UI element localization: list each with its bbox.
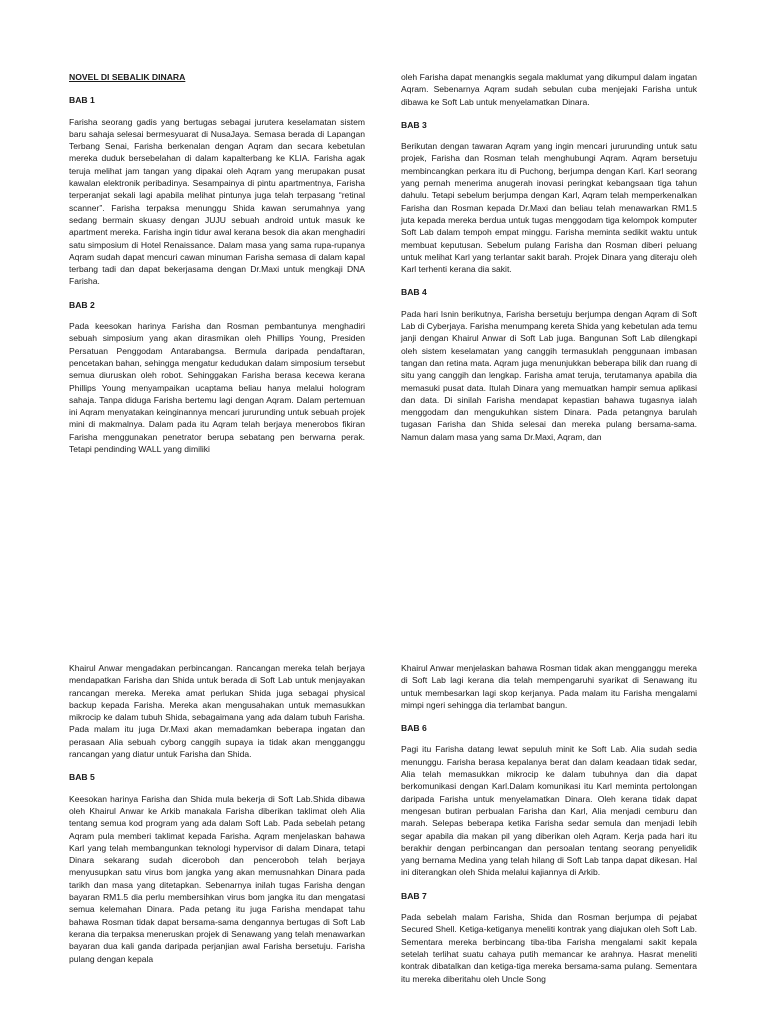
column-right [401,662,697,996]
novel-title: NOVEL DI SEBALIK DINARA [69,72,186,82]
chapter-heading-bab-1: BAB 1 [69,95,95,106]
chapter-heading-bab-5: BAB 5 [69,772,95,783]
chapter-heading-bab-2: BAB 2 [69,299,95,310]
continued-text: Khairul Anwar menjelaskan bahawa Rosman tidak akan mengganggu mereka di Soft Lab lagi kerana dia telah mempengaruhi syarikat di Senawang itu untuk membesarkan lagi skop kerjanya. Pada malam itu Farisha mengalami mimpi ngeri sehingga dia terlambat bangun. [401,663,697,710]
continued-text: oleh Farisha dapat menangkis segala maklumat yang dikumpul dalam ingatan Aqram. Sebenarnya Aqram sudah sebulan cuba menjejaki Farisha untuk dibawa ke Soft Lab untuk menyelamatkan Dinara. [401,72,697,107]
chapter-text-bab-3: Berikutan dengan tawaran Aqram yang ingin mencari jururunding untuk satu projek, Farisha dan Rosman telah menghubungi Aqram. Aqram bersetuju membincangkan perkara itu di Puchong, berjumpa dengan Karl. Karl seorang yang pernah menerima anugerah inovasi peringkat kebangsaan tiga tahun dahulu. Tetapi sebelum berjumpa dengan Karl, Aqram telah memperkenalkan Farisha dan Rosman kepada Dr.Maxi dan beliau telah menawarkan RM1.5 juta kepada mereka berdua untuk tugas menggodam tiga kelompok komputer Soft Lab dalam tempoh empat minggu. Farisha meminta sedikit waktu untuk membuat keputusan. Sebelum pulang Farisha dan Rosman diberi peluang untuk melihat Karl yang terlantar sakit barah. Projek Dinara yang diteraju oleh Karl terhenti kerana dia sakit. [401,141,697,275]
chapter-text-bab-1: Farisha seorang gadis yang bertugas sebagai jurutera keselamatan sistem baru sahaja selesai bermesyuarat di NusaJaya. Semasa berada di Lapangan Terbang Senai, Farisha berkenalan dengan Aqram dan secara kebetulan mereka duduk bersebelahan di dalam kapalterbang ke KLIA. Farisha agak teruja melihat jam tangan yang dipakai oleh Aqram yang merupakan pusat kawalan elektronik peribadinya. Sesampainya di pintu apartmentnya, Farisha terperanjat sekali lagi apabila melihat pintunya juga telah terpasang “retinal scanner”. Farisha terpaksa menunggu Shida kawan serumahnya yang sedang bermain skuasy dengan JUJU sebuah android untuk masuk ke apartment mereka. Farisha ingin tidur awal kerana besok dia akan menghadiri satu simposium di Hotel Renaissance. Dalam masa yang sama rupa-rupanya Aqram sudah dapat mencuri cawan minuman Farisha semasa di dalam kapal terbang tadi dan dapat bekerjasama dengan Dr.Maxi untuk mengkaji DNA Farisha. [69,116,365,287]
chapter-heading-bab-4: BAB 4 [401,287,427,298]
page-lower [0,648,768,1024]
column-right [401,71,697,454]
chapter-text-bab-4: Pada hari Isnin berikutnya, Farisha bersetuju berjumpa dengan Aqram di Soft Lab di Cyberjaya. Farisha menumpang kereta Shida yang kebetulan ada temu janji dengan Khairul Anwar di Soft Lab juga. Bangunan Soft Lab dilengkapi oleh sistem keselamatan yang canggih termasuklah penggunaan imbasan tangan dan retina mata. Aqram juga menunjukkan beberapa bilik dan ruang di situ yang canggih dan lengkap. Farisha amat teruja, terutamanya apabila dia memasuki pusat data. Itulah Dinara yang memuatkan hampir semua aplikasi dan data. Di sinilah Farisha mendapat kepastian bahawa tugasnya ialah menggodam dan mengukuhkan sistem Dinara. Pada petangnya barulah tugasan Farisha dan Shida selesai dan mereka pulang bersama-sama. Namun dalam masa yang sama Dr.Maxi, Aqram, dan [401,308,697,442]
column-left [69,662,365,976]
page-separator [0,560,768,644]
chapter-text-bab-2: Pada keesokan harinya Farisha dan Rosman pembantunya menghadiri sebuah simposium yang akan dirasmikan oleh Phillips Young, Presiden Persatuan Penggodam Antarabangsa. Bermula daripada pendaftaran, pencetakan bahan, sehingga mengatur kedudukan dalam simposium tersebut semua diuruskan oleh robot. Sehinggakan Farisha berasa kecewa kerana Phillips Young menyampaikan ucaptama beliau hanya melalui hologram sahaja. Tanpa diduga Farisha bertemu lagi dengan Aqram. Dalam pertemuan ini Aqram menyatakan keinginannya mencari jururunding untuk sebuah projek mini di makmalnya. Dalam pada itu Aqram telah berjaya menerobos fikiran Farisha menggunakan penetrator berupa sebatang pen berwarna perak. Tetapi pendinding WALL yang dimiliki [69,321,365,455]
column-left [69,71,365,466]
continued-text: Khairul Anwar mengadakan perbincangan. Rancangan mereka telah berjaya mendapatkan Farisha dan Shida untuk berada di Soft Lab untuk menjayakan rancangan mereka. Mereka amat perlukan Shida juga sebagai physical backup kepada Farisha. Mereka akan mengusahakan untuk memasukkan mikrocip ke dalam tubuh Shida, sebagaimana yang ada dalam tubuh Farisha. Pada malam itu juga Dr.Maxi akan memadamkan beberapa ingatan dan perasaan Alia sebuah cyborg canggih supaya ia tidak akan mengganggu rancangan yang diatur untuk Farisha dan Shida. [69,663,365,760]
chapter-text-bab-7: Pada sebelah malam Farisha, Shida dan Rosman berjumpa di pejabat Secured Shell. Ketiga-ketiganya meneliti kontrak yang diajukan oleh Soft Lab. Sementara mereka berbincang tiba-tiba Farisha mengalami sakit kepala setelah terlihat suatu cahaya putih memancar ke arahnya. Hasrat meneliti kontrak dibatalkan dan ketiga-tiga mereka bersama-sama pulang. Sementara itu mereka diberitahu oleh Uncle Song [401,912,697,984]
chapter-heading-bab-7: BAB 7 [401,890,427,901]
chapter-text-bab-5: Keesokan harinya Farisha dan Shida mula bekerja di Soft Lab.Shida dibawa oleh Khairul Anwar ke Arkib manakala Farisha diberikan taklimat oleh Alia tentang semua kod program yang ada dalam Soft Lab. Pada sebelah petang Aqram pula memberi taklimat kepada Farisha. Aqram menjelaskan bahawa Karl yang telah membangunkan teknologi hypervisor di dalam Dinara, tetapi Dinara sekarang sudah diceroboh dan penceroboh telah berjaya menyusupkan satu virus bom jangka yang akan memusnahkan Dinara pada tarikh dan masa yang ditetapkan. Sebenarnya inilah tugas Farisha dengan bayaran RM1.5 dia perlu membersihkan virus bom jangka itu dan mengatasi semua kelemahan Dinara. Pada petang itu juga Farisha mendapat tahu bahawa Rosman tidak dapat bersama-sama dengannya bertugas di Soft Lab kerana dia terpaksa meneruskan projek di Senawang yang telah menawarkan bayaran dua kali ganda daripada perjanjian awal Farisha bersetuju. Farisha pulang dengan kepala [69,793,365,964]
chapter-heading-bab-6: BAB 6 [401,723,427,734]
chapter-heading-bab-3: BAB 3 [401,119,427,130]
chapter-text-bab-6: Pagi itu Farisha datang lewat sepuluh minit ke Soft Lab. Alia sudah sedia menunggu. Farisha berasa kepalanya berat dan dalam keadaan tidak sedar, Alia telah memasukkan mikrocip ke dalam tubuhnya dan dia dapat berkomunikasi dengan Karl.Dalam komunikasi itu Karl meminta pertolongan daripada Farisha untuk menyelamatkan Dinara. Oleh kerana tidak dapat mengesan butiran perbualan Farisha dan Karl, Alia menjadi cemburu dan marah. Selepas beberapa ketika Farisha sedar semula dan menjadi lebih segar apabila dia makan pil yang diberikan oleh Aqram. Kerja pada hari itu berakhir dengan perbincangan dan persoalan tentang seorang penyelidik yang bernama Medina yang telah hilang di Soft Lab tanpa dapat dikesan. Hal ini diterangkan oleh Shida melalui kajiannya di Arkib. [401,744,697,878]
